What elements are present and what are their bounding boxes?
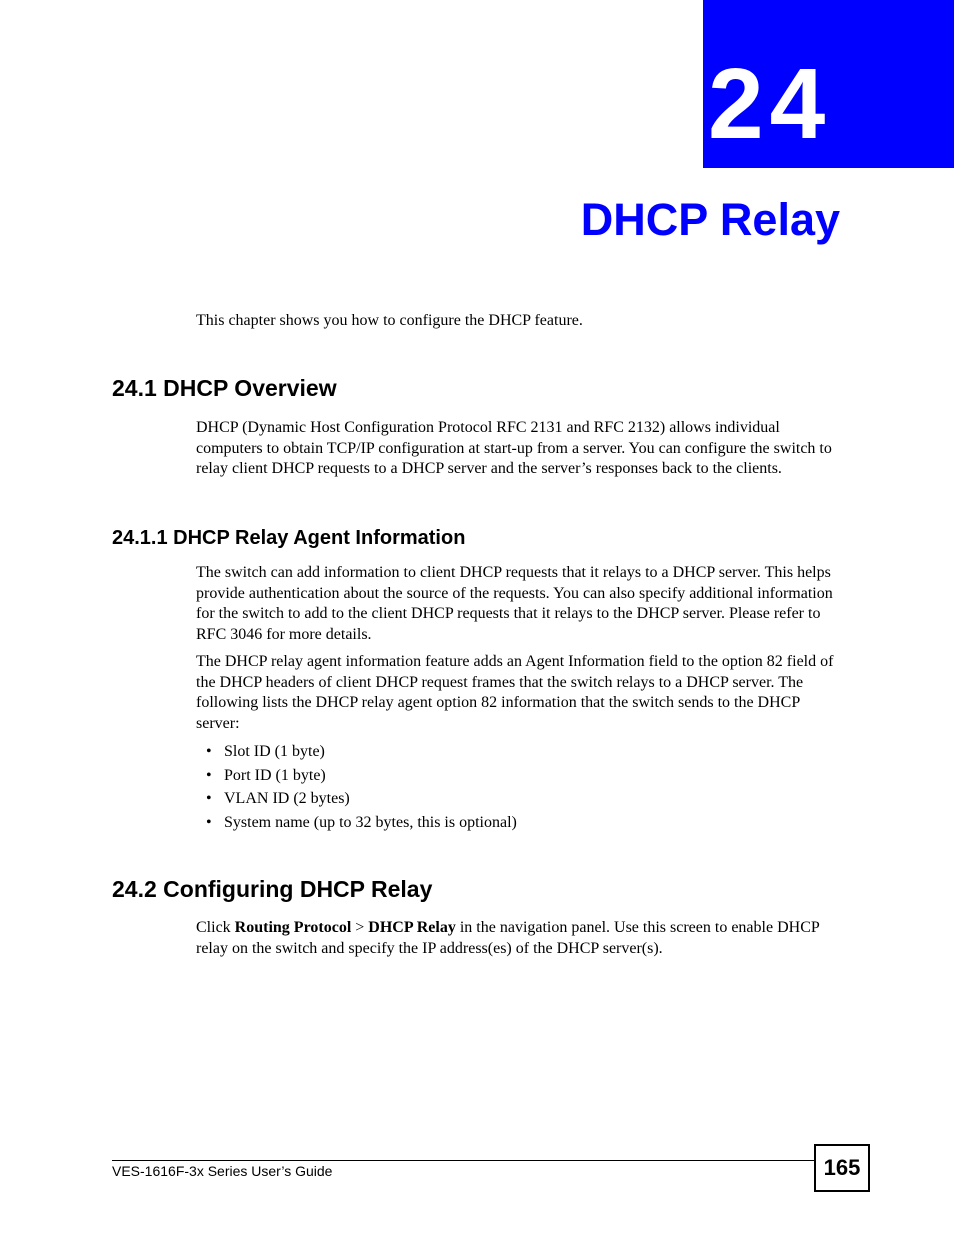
bullet-icon: • bbox=[206, 790, 212, 807]
list-item-text: Slot ID (1 byte) bbox=[224, 743, 325, 760]
section-heading-configuring-dhcp-relay: 24.2 Configuring DHCP Relay bbox=[112, 876, 433, 902]
list-item bbox=[206, 811, 517, 835]
list-item-text: VLAN ID (2 bytes) bbox=[224, 790, 350, 807]
list-item bbox=[206, 764, 517, 788]
menu-path-dhcp-relay: DHCP Relay bbox=[368, 919, 456, 936]
bullet-icon: • bbox=[206, 766, 212, 784]
instruction-text: in the navigation panel. Use this screen to enable DHCP relay on the switch and specify the IP address(es) of the DHCP server(s). bbox=[196, 919, 820, 957]
chapter-title: DHCP Relay bbox=[580, 194, 840, 245]
menu-separator: > bbox=[351, 919, 369, 936]
list-item bbox=[206, 740, 517, 764]
relay-agent-paragraph-1: The switch can add information to client DHCP requests that it relays to a DHCP server. This helps provide authentication about the source of the requests. You can also specify additional information for the switch to add to the client DHCP requests that it relays to the DHCP server. Please refer to RFC 3046 for more details. bbox=[196, 564, 833, 643]
option-82-info-list bbox=[206, 740, 517, 834]
page-number: 165 bbox=[814, 1144, 870, 1192]
chapter-intro: This chapter shows you how to configure the DHCP feature. bbox=[196, 312, 583, 329]
menu-path-routing-protocol: Routing Protocol bbox=[234, 919, 352, 936]
click-text: Click bbox=[196, 919, 235, 936]
bullet-icon: • bbox=[206, 813, 212, 831]
list-item-text: Port ID (1 byte) bbox=[224, 766, 326, 784]
relay-agent-paragraph-2: The DHCP relay agent information feature adds an Agent Information field to the option 82 field of the DHCP headers of client DHCP request frames that the switch relays to a DHCP server. The following lists the DHCP relay agent option 82 information that the switch sends to the DHCP server: bbox=[196, 653, 834, 732]
chapter-number: 24 bbox=[708, 48, 832, 160]
subsection-heading-relay-agent-info: 24.1.1 DHCP Relay Agent Information bbox=[112, 527, 466, 549]
bullet-icon: • bbox=[206, 743, 212, 760]
list-item bbox=[206, 787, 517, 811]
dhcp-overview-paragraph: DHCP (Dynamic Host Configuration Protocol RFC 2131 and RFC 2132) allows individual computers to obtain TCP/IP configuration at start-up from a server. You can configure the switch to relay client DHCP requests to a DHCP server and the server’s responses back to the clients. bbox=[196, 419, 832, 477]
footer-guide-title: VES-1616F-3x Series User’s Guide bbox=[112, 1163, 333, 1179]
section-heading-dhcp-overview: 24.1 DHCP Overview bbox=[112, 375, 337, 401]
list-item-text: System name (up to 32 bytes, this is optional) bbox=[224, 813, 517, 831]
configuring-paragraph bbox=[196, 918, 846, 959]
